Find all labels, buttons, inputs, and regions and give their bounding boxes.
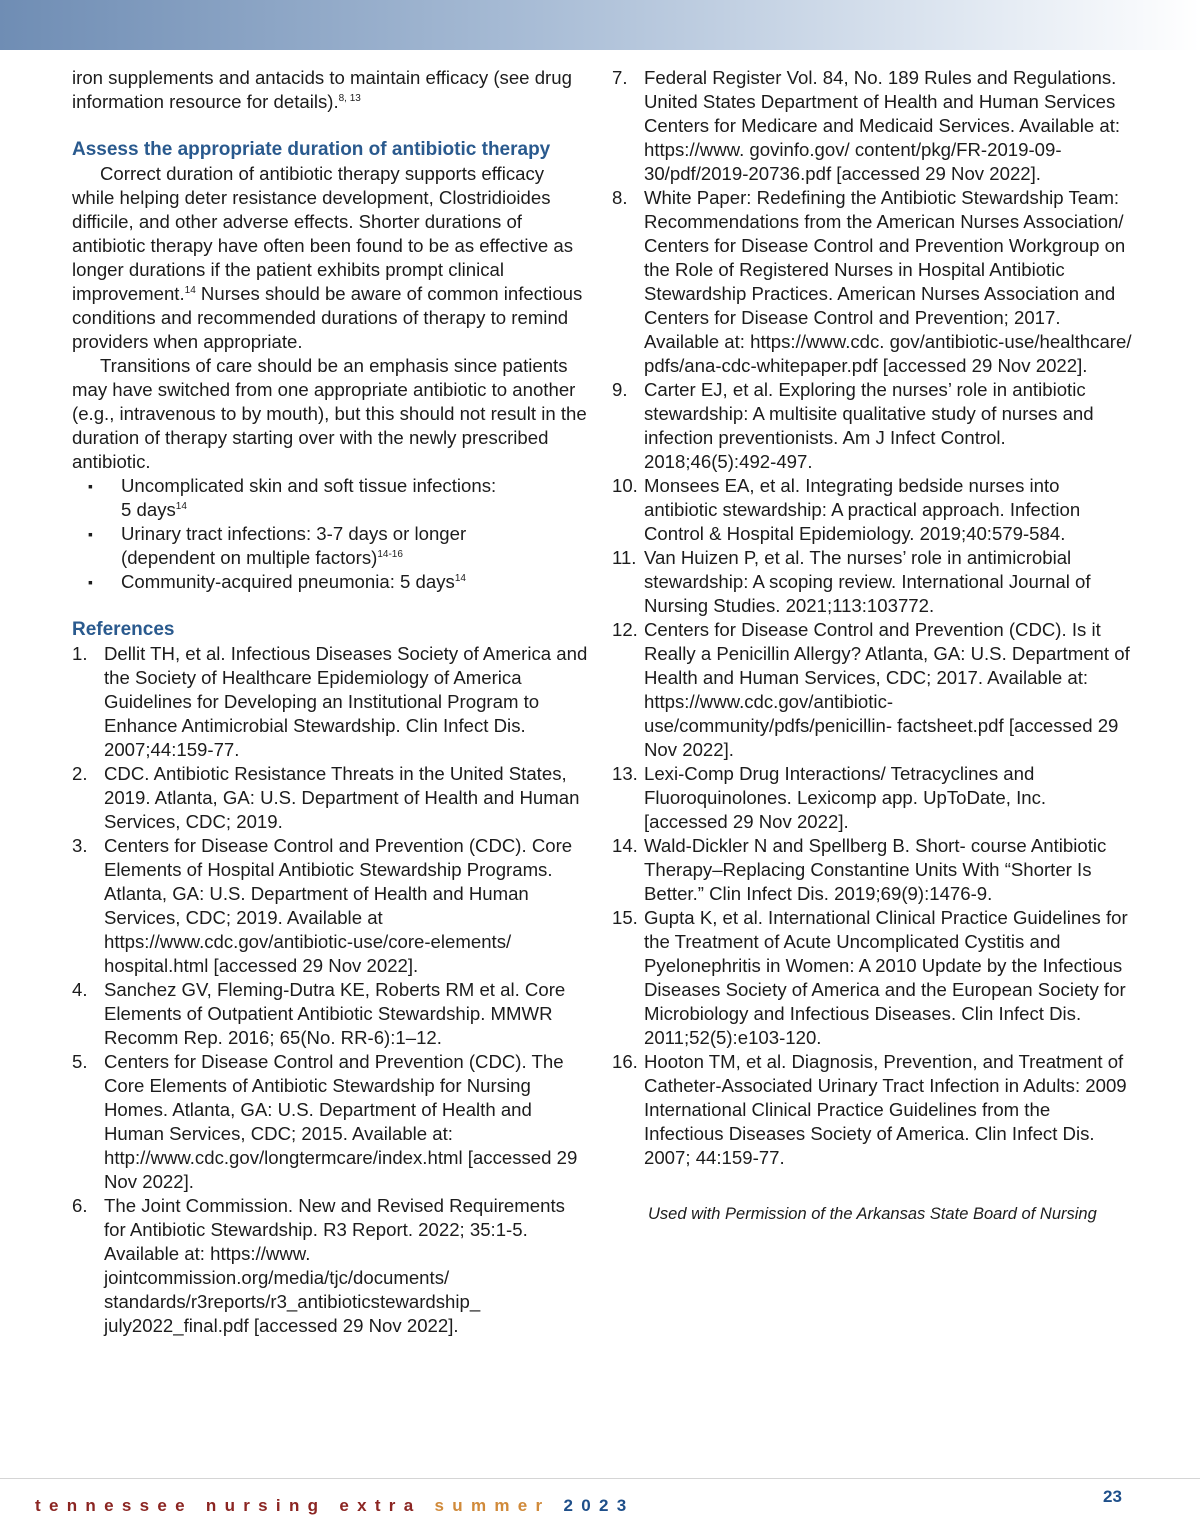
list-item: ▪ Uncomplicated skin and soft tissue infections: 5 days$^{14}$ bbox=[88, 475, 497, 520]
reference-item: 11. Van Huizen P, et al. The nurses’ role in antimicrobial stewardship: A scoping review. International Journal of Nursing Studies. 2021;113:103772. bbox=[612, 547, 1091, 616]
references-list-left bbox=[72, 642, 588, 1338]
reference-item: 16. Hooton TM, et al. Diagnosis, Prevention, and Treatment of Catheter-Associated Urinary Tract Infection in Adults: 2009 International Clinical Practice Guidelines from the Infectious Diseases Society of America. Clin Infect Dis. 2007; 44:159-77. bbox=[612, 1051, 1127, 1168]
reference-item: 2. CDC. Antibiotic Resistance Threats in the United States, 2019. Atlanta, GA: U.S. Department of Health and Human Services, CDC; 2019. bbox=[72, 763, 580, 832]
reference-item: 1. Dellit TH, et al. Infectious Diseases Society of America and the Society of Healthcare Epidemiology of America Guidelines for Developing an Institutional Program to Enhance Antimicrobial Stewardship. Clin Infect Dis. 2007;44:159-77. bbox=[72, 643, 588, 760]
reference-item: 6. The Joint Commission. New and Revised Requirements for Antibiotic Stewardship. R3 Report. 2022; 35:1-5. Available at: https://www. jointcommission.org/media/tjc/documents/ standards/r3reports/r3_antibioticstewardship_ july2022_final.pdf [accessed 29 Nov 2022]. bbox=[72, 1195, 565, 1336]
left-column bbox=[72, 66, 588, 1338]
reference-item: 9. Carter EJ, et al. Exploring the nurses’ role in antibiotic stewardship: A multisite qualitative study of nurses and infection preventionists. Am J Infect Control. 2018;46(5):492-497. bbox=[612, 379, 1094, 472]
permission-note: Used with Permission of the Arkansas State Board of Nursing bbox=[648, 1205, 1097, 1223]
reference-item: 13. Lexi-Comp Drug Interactions/ Tetracyclines and Fluoroquinolones. Lexicomp app. UpToDate, Inc. [accessed 29 Nov 2022]. bbox=[612, 763, 1047, 832]
page-number: 23 bbox=[1103, 1487, 1122, 1506]
reference-item: 3. Centers for Disease Control and Prevention (CDC). Core Elements of Hospital Antibiotic Stewardship Programs. Atlanta, GA: U.S. Department of Health and Human Services, CDC; 2019. Available at https://www.cdc.gov/antibiotic-use/core-elements/ hospital.html [accessed 29 Nov 2022]. bbox=[72, 835, 573, 976]
magazine-name: tennessee nursing extra bbox=[35, 1496, 422, 1515]
references-list-right bbox=[612, 66, 1134, 1170]
intro-paragraph: iron supplements and antacids to maintain efficacy (see drug information resource for details).$^{8, 13}$ bbox=[72, 67, 572, 112]
reference-item: 5. Centers for Disease Control and Prevention (CDC). The Core Elements of Antibiotic Stewardship for Nursing Homes. Atlanta, GA: U.S. Department of Health and Human Services, CDC; 2015. Available at: http://www.cdc.gov/longtermcare/index.html [accessed 29 Nov 2022]. bbox=[72, 1051, 578, 1192]
reference-item: 7. Federal Register Vol. 84, No. 189 Rules and Regulations. United States Department of Health and Human Services Centers for Medicare and Medicaid Services. Available at: https://www. govinfo.gov/ content/pkg/FR-2019-09-30/pdf/2019-20736.pdf [accessed 29 Nov 2022]. bbox=[612, 67, 1121, 184]
body-paragraph-2: Transitions of care should be an emphasis since patients may have switched from one appropriate antibiotic to another (e.g., intravenous to by mouth), but this should not result in the duration of therapy starting over with the newly prescribed antibiotic. bbox=[72, 355, 587, 472]
header-band bbox=[0, 0, 1200, 50]
list-item: ▪ Urinary tract infections: 3-7 days or longer (dependent on multiple factors)$^{14-16}$ bbox=[88, 523, 467, 568]
reference-item: 12. Centers for Disease Control and Prevention (CDC). Is it Really a Penicillin Allergy? Atlanta, GA: U.S. Department of Health and Human Services, CDC; 2017. Available at: https://www.cdc.gov/antibiotic-use/community/pdfs/penicillin- factsheet.pdf [accessed 29 Nov 2022]. bbox=[612, 619, 1130, 760]
reference-item: 10. Monsees EA, et al. Integrating bedside nurses into antibiotic stewardship: A practical approach. Infection Control & Hospital Epidemiology. 2019;40:579-584. bbox=[612, 475, 1081, 544]
reference-item: 14. Wald-Dickler N and Spellberg B. Short- course Antibiotic Therapy–Replacing Constantine Units With “Shorter Is Better.” Clin Infect Dis. 2019;69(9):1476-9. bbox=[612, 835, 1107, 904]
reference-item: 8. White Paper: Redefining the Antibiotic Stewardship Team: Recommendations from the American Nurses Association/ Centers for Disease Control and Prevention Workgroup on the Role of Registered Nurses in Hospital Antibiotic Stewardship Practices. American Nurses Association and Centers for Disease Control and Prevention; 2017. Available at: https://www.cdc. gov/antibiotic-use/healthcare/ pdfs/ana-cdc-whitepaper.pdf [accessed 29 Nov 2022]. bbox=[612, 187, 1132, 376]
duration-list bbox=[72, 474, 588, 594]
reference-item: 4. Sanchez GV, Fleming-Dutra KE, Roberts RM et al. Core Elements of Outpatient Antibiotic Stewardship. MMWR Recomm Rep. 2016; 65(No. RR-6):1–12. bbox=[72, 979, 566, 1048]
list-item: ▪ Community-acquired pneumonia: 5 days$^{14}$ bbox=[88, 571, 466, 592]
reference-item: 15. Gupta K, et al. International Clinical Practice Guidelines for the Treatment of Acute Uncomplicated Cystitis and Pyelonephritis in Women: A 2010 Update by the Infectious Diseases Society of America and the European Society for Microbiology and Infectious Diseases. Clin Infect Dis. 2011;52(5):e103-120. bbox=[612, 907, 1128, 1048]
footer-divider bbox=[0, 1478, 1200, 1479]
right-column bbox=[612, 66, 1134, 1226]
body-paragraph-1: Correct duration of antibiotic therapy supports efficacy while helping deter resistance development, Clostridioides difficile, and other adverse effects. Shorter durations of antibiotic therapy have often been found to be as effective as longer durations if the patient exhibits prompt clinical improvement.$^{14}$ Nurses should be aware of common infectious conditions and recommended durations of therapy to remind providers when appropriate. bbox=[72, 163, 583, 352]
section-heading: Assess the appropriate duration of antibiotic therapy bbox=[72, 139, 551, 160]
footer-magazine-title bbox=[35, 1496, 635, 1516]
magazine-season: summer bbox=[434, 1496, 551, 1515]
magazine-year: 2023 bbox=[563, 1496, 635, 1515]
references-heading: References bbox=[72, 619, 175, 640]
